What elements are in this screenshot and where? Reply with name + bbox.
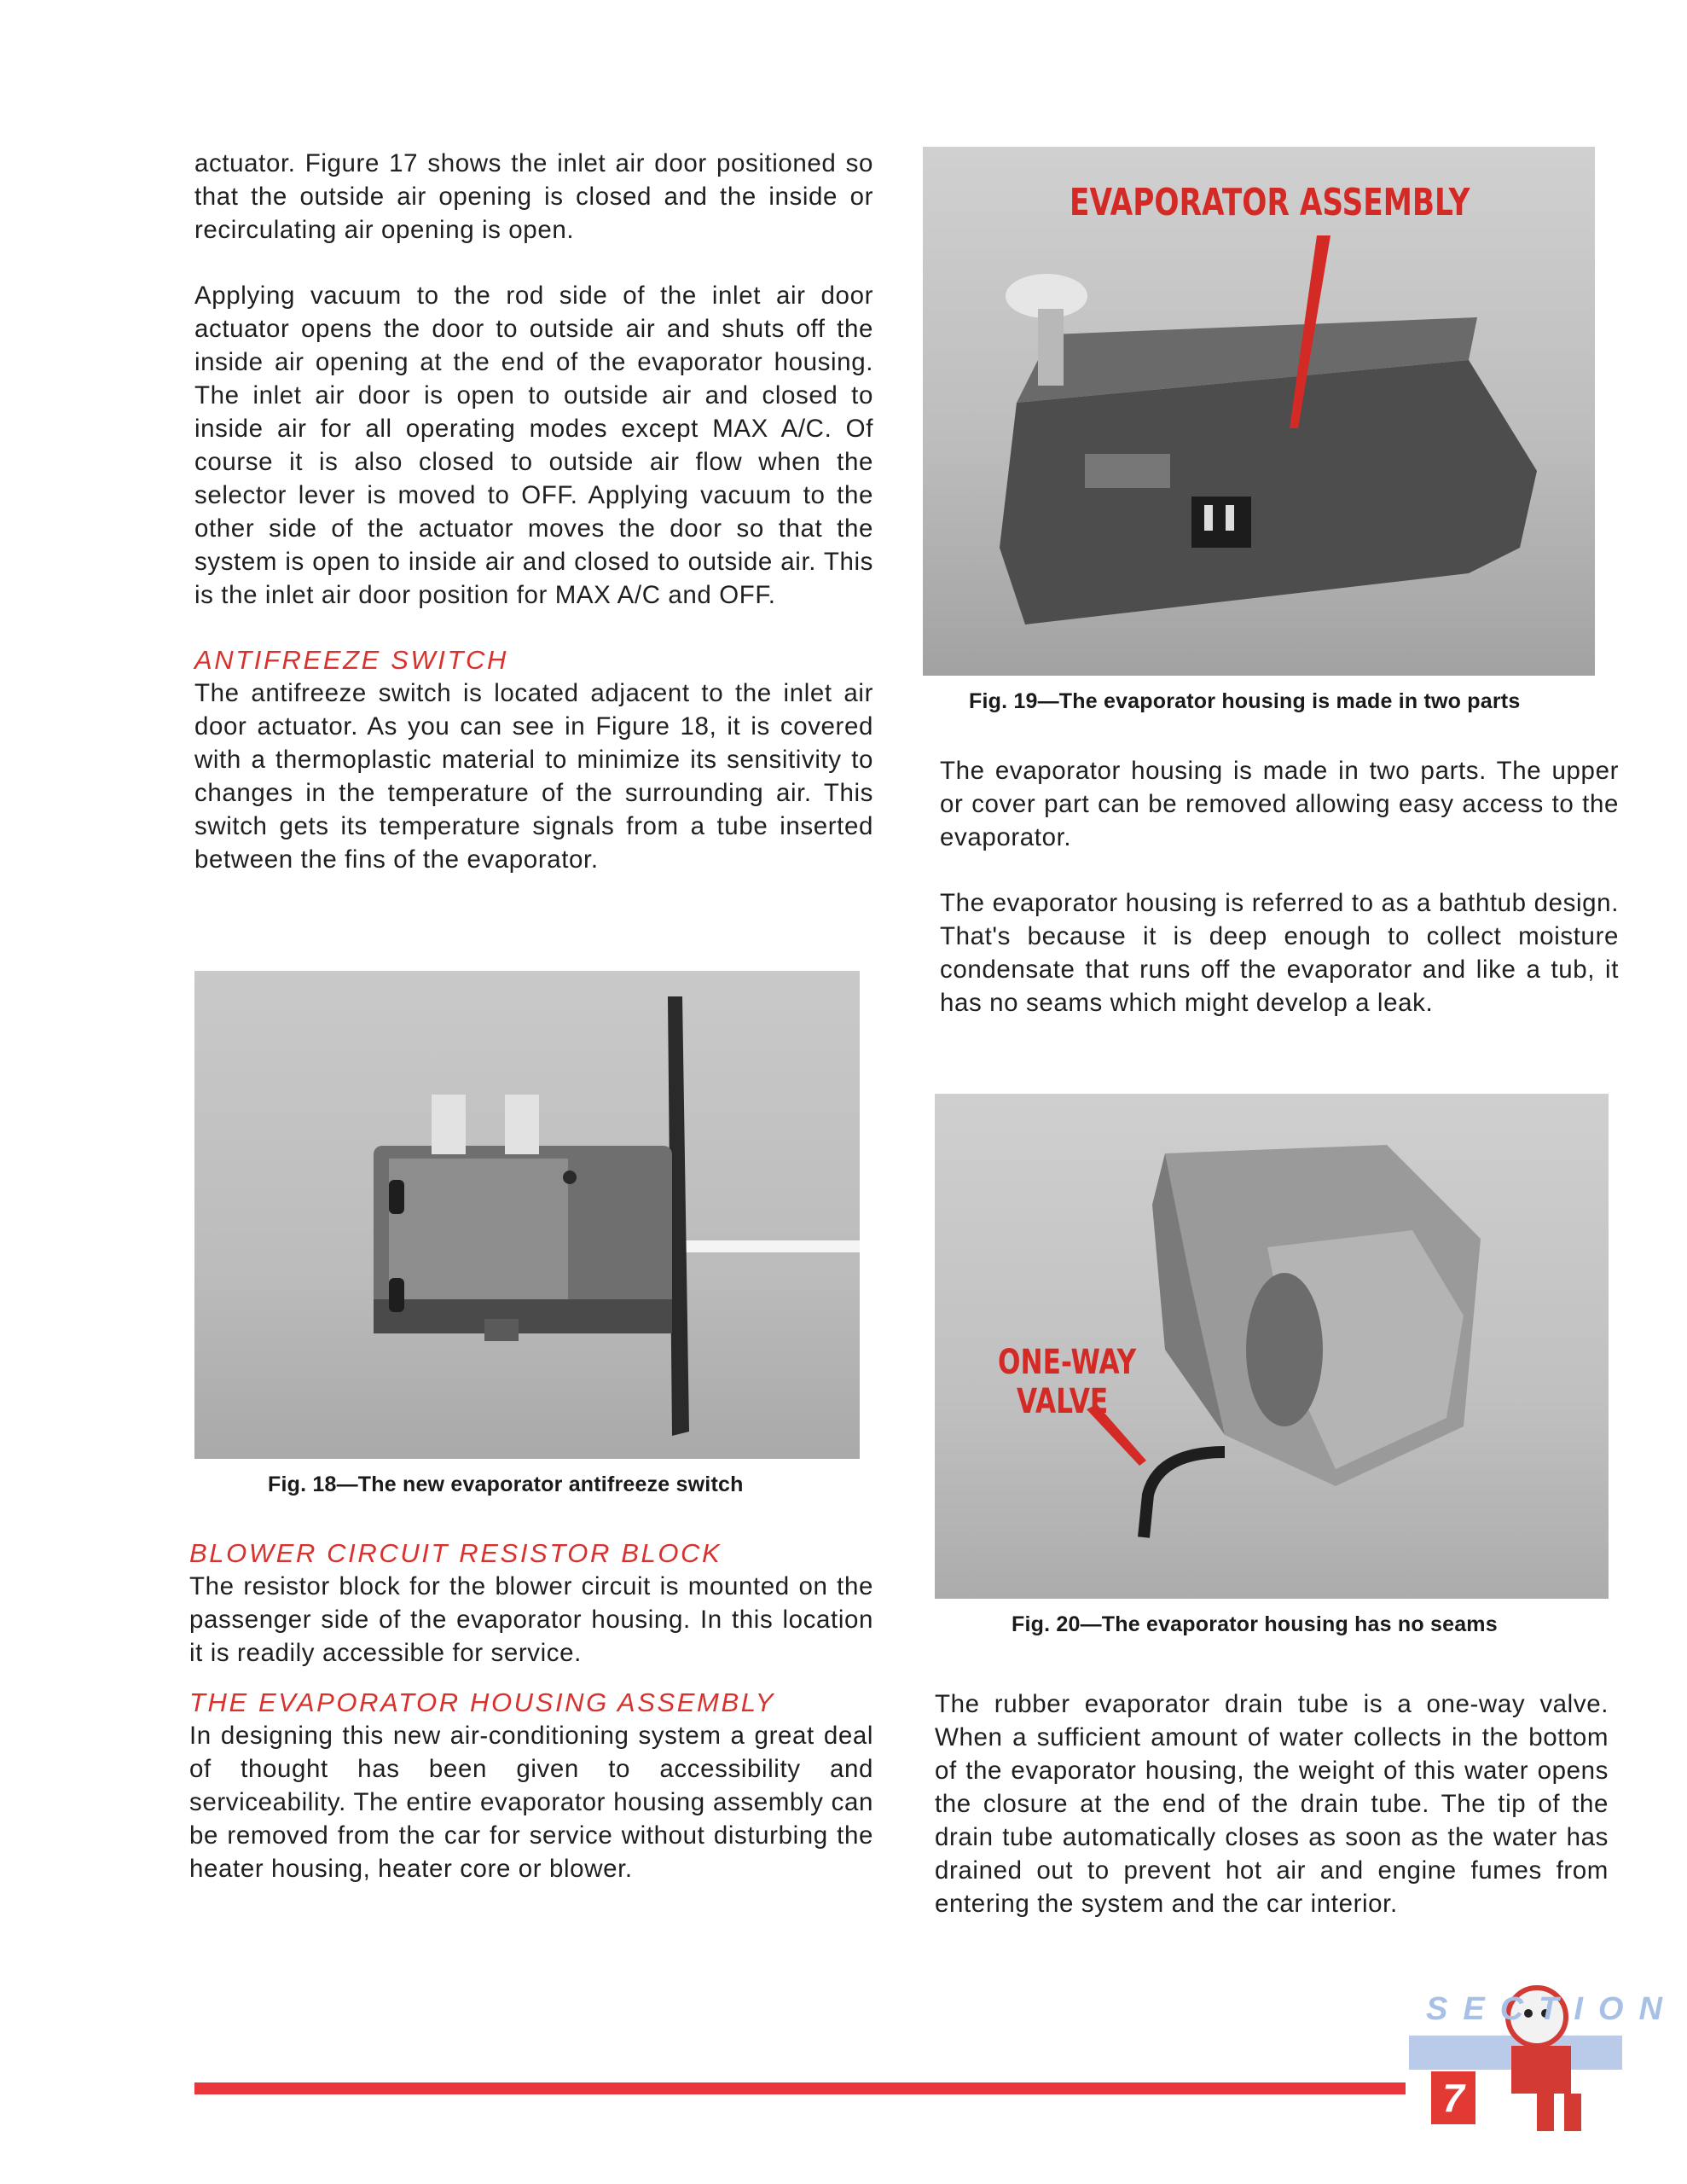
- figure-20-callout-line1: ONE-WAY: [998, 1343, 1137, 1382]
- paragraph-applying-vacuum: Applying vacuum to the rod side of the inlet air door actuator opens the door to outside air and shuts off the inside air opening at the end of the evaporator housing. The inlet air door is open to outside air and closed to inside air for all operating modes except MAX A/C. Of course it is also closed to outside air flow when the selector lever is moved to OFF. Applying vacuum to the other side of the actuator moves the door so that the system is open to inside air and closed to outside air. This is the inlet air door position for MAX A/C and OFF.: [194, 282, 873, 609]
- figure-19-caption: Fig. 19—The evaporator housing is made in two parts: [969, 689, 1521, 713]
- paragraph-actuator-intro: actuator. Figure 17 shows the inlet air door positioned so that the outside air opening is closed and the inside or recirculating air opening is open.: [194, 149, 873, 244]
- figure-19-photo: [923, 147, 1595, 676]
- heading-evaporator-housing: THE EVAPORATOR HOUSING ASSEMBLY: [189, 1687, 775, 1717]
- heading-blower-resistor: BLOWER CIRCUIT RESISTOR BLOCK: [189, 1538, 722, 1568]
- figure-19-callout: EVAPORATOR ASSEMBLY: [1070, 181, 1470, 224]
- paragraph-blower-resistor: The resistor block for the blower circuit is mounted on the passenger side of the evaporator housing. In this location it is readily accessible for service.: [189, 1572, 873, 1667]
- paragraph-evaporator-housing: In designing this new air-conditioning system a great deal of thought has been given to accessibility and serviceability. The entire evaporator housing assembly can be removed from the car for service without disturbing the heater housing, heater core or blower.: [189, 1722, 873, 1883]
- paragraph-bathtub: The evaporator housing is referred to as a bathtub design. That's because it is deep enough to collect moisture condensate that runs off the evaporator and like a tub, it has no seams which might develop a leak.: [940, 889, 1619, 1017]
- right-column-upper: [940, 754, 1619, 1019]
- page-number: 7: [1431, 2071, 1475, 2124]
- section-badge: [1409, 1983, 1678, 2153]
- footer-red-bar: [194, 2082, 1406, 2094]
- figure-20-caption: Fig. 20—The evaporator housing has no seams: [1012, 1612, 1498, 1636]
- figure-20-callout-line2: VALVE: [1017, 1382, 1109, 1421]
- figure-18-caption: Fig. 18—The new evaporator antifreeze switch: [268, 1472, 744, 1496]
- paragraph-antifreeze-switch: The antifreeze switch is located adjacent to the inlet air door actuator. As you can see in Figure 18, it is covered with a thermoplastic material to minimize its sensitivity to changes in the temperature of the surrounding air. This switch gets its temperature signals from a tube inserted between the fins of the evaporator.: [194, 679, 873, 874]
- paragraph-two-parts: The evaporator housing is made in two parts. The upper or cover part can be removed allowing easy access to the evaporator.: [940, 757, 1619, 851]
- figure-20-photo: [935, 1094, 1609, 1599]
- figure-18-photo: [194, 971, 860, 1459]
- section-label: SECTION: [1426, 1991, 1678, 2027]
- paragraph-drain-tube: The rubber evaporator drain tube is a one-way valve. When a sufficient amount of water collects in the bottom of the evaporator housing, the weight of this water opens the closure at the end of the drain tube. The tip of the drain tube automatically closes as soon as the water has drained out to prevent hot air and engine fumes from entering the system and the car interior.: [935, 1690, 1609, 1918]
- right-column-lower: [935, 1687, 1609, 1920]
- left-column: [194, 147, 873, 876]
- left-column-lower: [189, 1537, 873, 1885]
- heading-antifreeze-switch: ANTIFREEZE SWITCH: [194, 645, 508, 675]
